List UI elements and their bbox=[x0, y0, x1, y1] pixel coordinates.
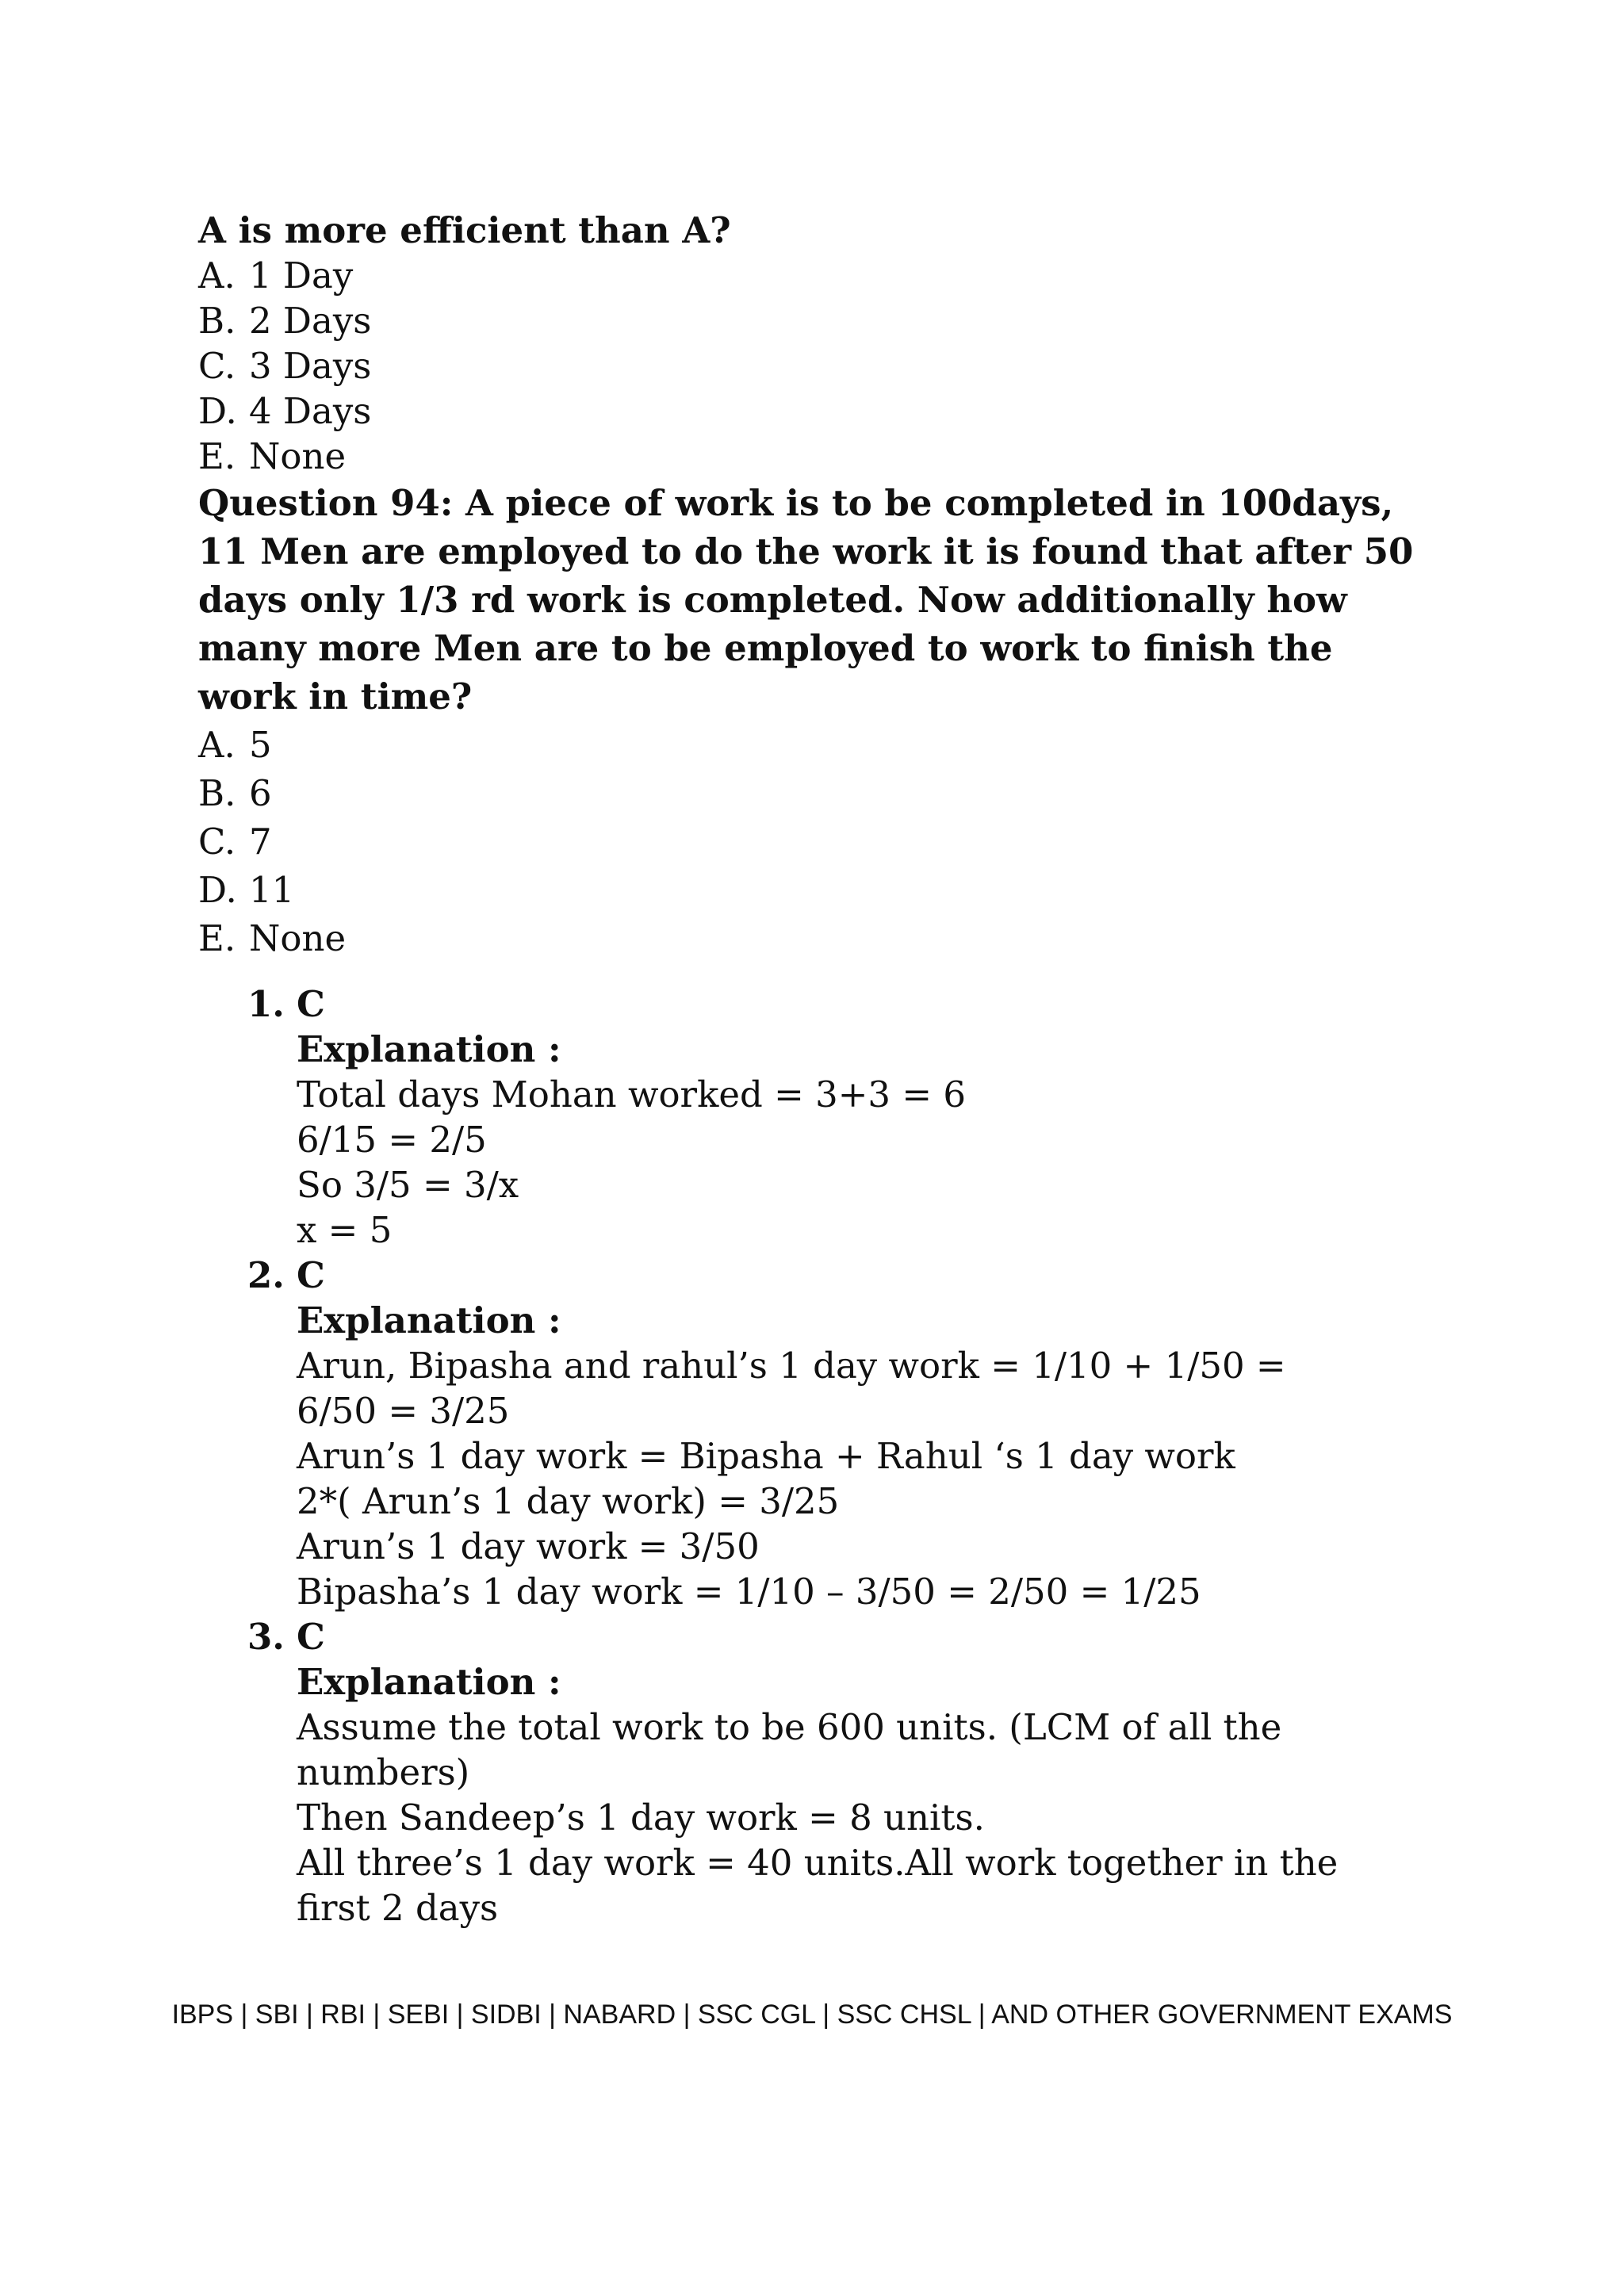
question-94 bbox=[198, 479, 1435, 721]
explanation-line: Bipasha’s 1 day work = 1/10 – 3/50 = 2/50 = 1/25 bbox=[297, 1571, 1201, 1613]
explanation bbox=[297, 1298, 1435, 1614]
page-footer: IBPS | SBI | RBI | SEBI | SIDBI | NABARD | SSC CGL | SSC CHSL | AND OTHER GOVERNMENT EXAMS bbox=[171, 1999, 1453, 2030]
option-a: A. 1 Day bbox=[198, 254, 354, 297]
option-e: E. None bbox=[198, 435, 347, 477]
explanation-line: 2*( Arun’s 1 day work) = 3/25 bbox=[297, 1480, 840, 1522]
option-c: C. 7 bbox=[198, 821, 272, 863]
explanation-line: first 2 days bbox=[297, 1887, 499, 1929]
explanation-heading: Explanation : bbox=[297, 1299, 561, 1341]
option-d: D. 11 bbox=[198, 869, 295, 911]
explanation bbox=[297, 1027, 1435, 1253]
explanation-line: Total days Mohan worked = 3+3 = 6 bbox=[297, 1073, 966, 1115]
answer-number: 3. C bbox=[247, 1616, 325, 1658]
explanation-line: 6/50 = 3/25 bbox=[297, 1390, 510, 1432]
option-c: C. 3 Days bbox=[198, 345, 372, 387]
explanation-line: Assume the total work to be 600 units. (LCM of all the bbox=[297, 1706, 1282, 1748]
explanation-heading: Explanation : bbox=[297, 1661, 561, 1703]
explanation-line: Arun’s 1 day work = Bipasha + Rahul ‘s 1 day work bbox=[297, 1435, 1235, 1477]
answer-item bbox=[198, 1253, 1435, 1614]
explanation-line: Arun, Bipasha and rahul’s 1 day work = 1/10 + 1/50 = bbox=[297, 1345, 1286, 1387]
option-d: D. 4 Days bbox=[198, 390, 372, 432]
answer-number: 1. C bbox=[247, 983, 325, 1025]
explanation-line: x = 5 bbox=[297, 1209, 393, 1251]
answer-key bbox=[198, 982, 1435, 1931]
continuation-options bbox=[198, 253, 1435, 479]
explanation-line: All three’s 1 day work = 40 units.All work together in the bbox=[297, 1842, 1339, 1884]
explanation-line: Arun’s 1 day work = 3/50 bbox=[297, 1525, 760, 1567]
question-line: 11 Men are employed to do the work it is found that after 50 bbox=[198, 530, 1414, 572]
option-a: A. 5 bbox=[198, 724, 272, 766]
question-94-options bbox=[198, 721, 1435, 962]
answer-number: 2. C bbox=[247, 1254, 325, 1296]
explanation-heading: Explanation : bbox=[297, 1028, 561, 1070]
question-continuation: A is more efficient than A? bbox=[198, 209, 731, 251]
explanation-line: Then Sandeep’s 1 day work = 8 units. bbox=[297, 1797, 985, 1839]
answer-item bbox=[198, 1614, 1435, 1931]
answer-item bbox=[198, 982, 1435, 1253]
explanation-line: 6/15 = 2/5 bbox=[297, 1119, 487, 1161]
explanation bbox=[297, 1659, 1435, 1931]
question-line: many more Men are to be employed to work to finish the bbox=[198, 627, 1333, 669]
question-line: days only 1/3 rd work is completed. Now additionally how bbox=[198, 579, 1347, 621]
explanation-line: So 3/5 = 3/x bbox=[297, 1164, 519, 1206]
question-line: Question 94: A piece of work is to be completed in 100days, bbox=[198, 482, 1394, 524]
option-b: B. 2 Days bbox=[198, 300, 372, 342]
explanation-line: numbers) bbox=[297, 1751, 470, 1793]
option-b: B. 6 bbox=[198, 772, 272, 814]
document-page bbox=[198, 208, 1435, 1931]
option-e: E. None bbox=[198, 917, 347, 959]
question-line: work in time? bbox=[198, 675, 473, 718]
